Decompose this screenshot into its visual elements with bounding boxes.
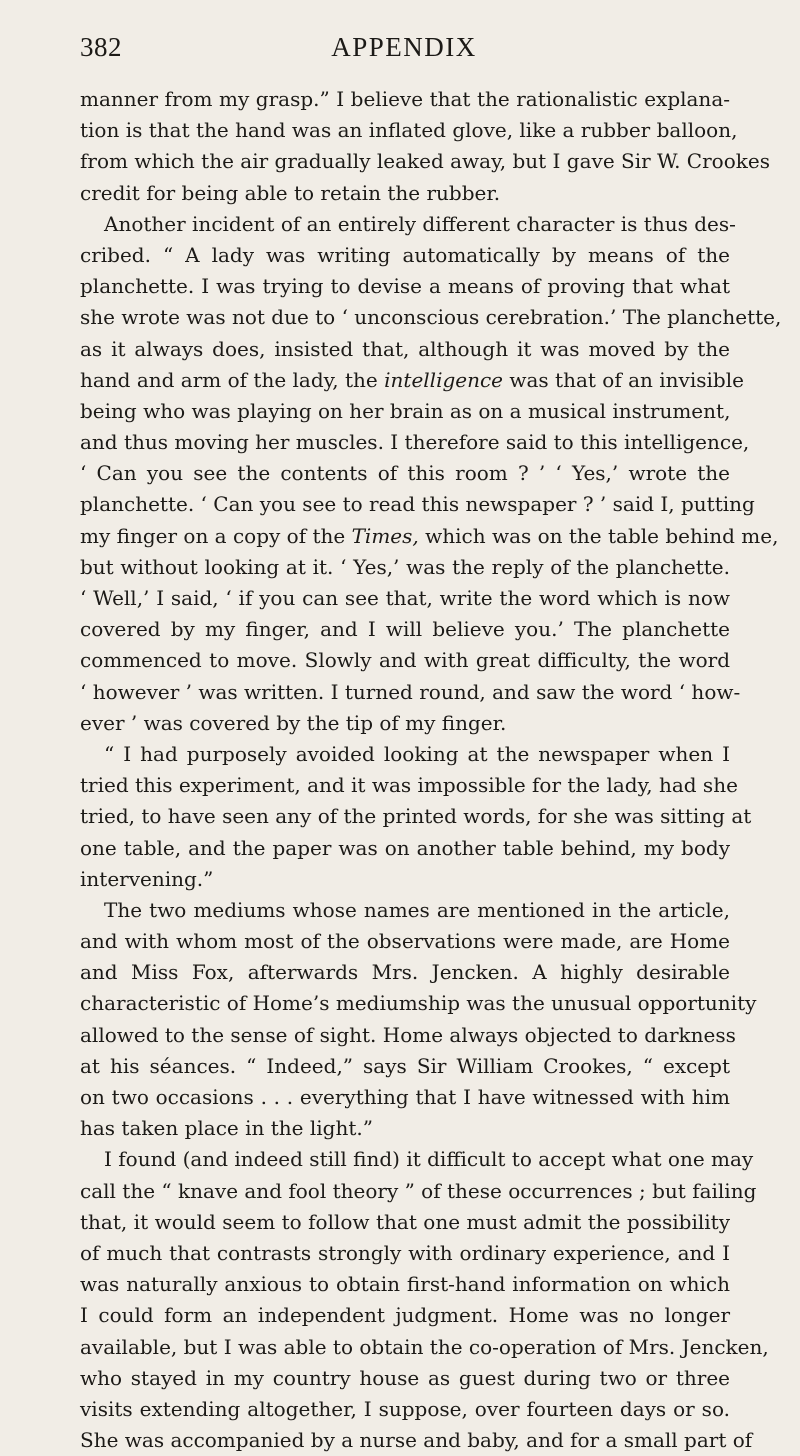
text-line: planchette. I was trying to devise a means of proving that what xyxy=(80,274,730,299)
italic-word: Times, xyxy=(351,523,419,548)
text-line: hand and arm of the lady, the intelligence was that of an invisible xyxy=(80,367,744,392)
text-line: visits extending altogether, I suppose, over fourteen days or so. xyxy=(80,1396,730,1421)
text-line: ‘ Well,’ I said, ‘ if you can see that, write the word which is now xyxy=(80,586,730,610)
page-number: 382 xyxy=(80,32,122,62)
text-line: She was accompanied by a nurse and baby, and for a small part of xyxy=(80,1428,753,1453)
running-head: APPENDIX xyxy=(331,32,477,62)
text-line: one table, and the paper was on another table behind, my body xyxy=(80,835,730,860)
text-line: ‘ however ’ was written. I turned round, and saw the word ‘ how- xyxy=(80,679,741,704)
text-line: call the “ knave and fool theory ” of these occurrences ; but failing xyxy=(80,1178,757,1203)
text-line: planchette. ‘ Can you see to read this newspaper ? ’ said I, putting xyxy=(80,492,755,517)
text-line: of much that contrasts strongly with ordinary experience, and I xyxy=(80,1240,730,1265)
text-line: allowed to the sense of sight. Home always objected to darkness xyxy=(80,1022,736,1047)
text-line: has taken place in the light.” xyxy=(80,1116,373,1141)
text-line: tried this experiment, and it was impossible for the lady, had she xyxy=(80,773,738,798)
text-line: intervening.” xyxy=(80,866,214,891)
text-line: tried, to have seen any of the printed words, for she was sitting at xyxy=(80,804,752,829)
text-line: as it always does, insisted that, although it was moved by the xyxy=(80,336,730,361)
page-header xyxy=(80,32,728,72)
text-line: and Miss Fox, afterwards Mrs. Jencken. A highly desirable xyxy=(80,960,730,985)
text-line: available, but I was able to obtain the co-operation of Mrs. Jencken, xyxy=(80,1334,769,1359)
text-line: I found (and indeed still find) it difficult to accept what one may xyxy=(104,1147,754,1172)
text-line: “ I had purposely avoided looking at the newspaper when I xyxy=(104,741,730,766)
text-line: characteristic of Home’s mediumship was the unusual opportunity xyxy=(80,991,757,1016)
text-line: from which the air gradually leaked away, but I gave Sir W. Crookes xyxy=(80,149,770,174)
text-line: she wrote was not due to ‘ unconscious cerebration.’ The planchette, xyxy=(80,305,782,330)
text-line: who stayed in my country house as guest during two or three xyxy=(80,1365,730,1390)
text-line: on two occasions . . . everything that I have witnessed with him xyxy=(80,1085,730,1109)
text-line: being who was playing on her brain as on a musical instrument, xyxy=(80,398,731,423)
text-line: tion is that the hand was an inflated glove, like a rubber balloon, xyxy=(80,118,738,143)
text-line: ever ’ was covered by the tip of my finger. xyxy=(80,710,507,735)
text-line: ‘ Can you see the contents of this room ? ’ ‘ Yes,’ wrote the xyxy=(80,461,730,486)
text-line: commenced to move. Slowly and with great difficulty, the word xyxy=(80,648,730,673)
text-line: cribed. “ A lady was writing automatically by means of the xyxy=(80,242,730,267)
text-line: Another incident of an entirely different character is thus des- xyxy=(104,211,736,236)
body-text xyxy=(80,84,782,1456)
text-line: manner from my grasp.” I believe that the rationalistic explana- xyxy=(80,87,730,111)
text-line: but without looking at it. ‘ Yes,’ was the reply of the planchette. xyxy=(80,554,730,579)
text-line: I could form an independent judgment. Home was no longer xyxy=(80,1303,730,1328)
text-line: and thus moving her muscles. I therefore said to this intelligence, xyxy=(80,430,750,455)
italic-word: intelligence xyxy=(384,367,504,392)
text-line: credit for being able to retain the rubber. xyxy=(80,180,501,205)
text-line: covered by my finger, and I will believe you.’ The planchette xyxy=(80,617,730,642)
text-line: at his séances. “ Indeed,” says Sir William Crookes, “ except xyxy=(80,1053,730,1078)
text-line: was naturally anxious to obtain first-hand information on which xyxy=(80,1272,730,1297)
text-line: that, it would seem to follow that one must admit the possibility xyxy=(80,1209,730,1234)
text-line: and with whom most of the observations were made, are Home xyxy=(80,929,730,954)
text-line: The two mediums whose names are mentioned in the article, xyxy=(104,897,730,922)
text-line: my finger on a copy of the Times, which was on the table behind me, xyxy=(80,523,779,548)
